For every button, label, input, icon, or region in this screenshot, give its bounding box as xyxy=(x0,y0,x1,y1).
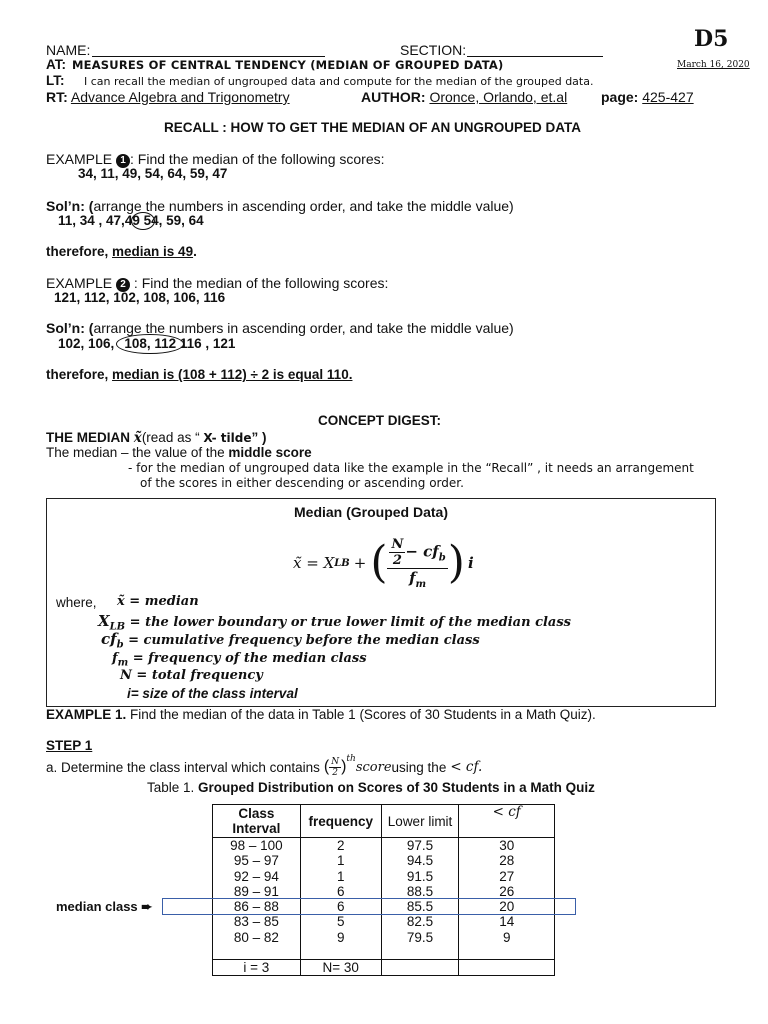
cell-cf: 27 xyxy=(459,869,555,884)
page-text: 425-427 xyxy=(642,89,694,105)
conclusion-2-answer: median is (108 + 112) ÷ 2 is equal 110. xyxy=(112,367,353,382)
cell-class-interval: 98 – 100 xyxy=(213,838,301,854)
sorted-1-middle: 49 xyxy=(124,213,140,228)
cell-cf: 28 xyxy=(459,853,555,868)
table-caption-title: Grouped Distribution on Scores of 30 Students in a Math Quiz xyxy=(198,780,595,795)
table-header-row xyxy=(213,805,555,838)
def-median xyxy=(117,594,199,609)
grouped-distribution-table xyxy=(212,804,555,976)
formula-plus: + xyxy=(353,554,367,572)
rt-text: Advance Algebra and Trigonometry xyxy=(70,89,290,105)
name-blank-line[interactable] xyxy=(92,56,325,57)
cell-lower-limit: 79.5 xyxy=(381,930,459,945)
cell-class-interval: 80 – 82 xyxy=(213,930,301,945)
def-fm-text: = frequency of the median class xyxy=(128,651,367,666)
middle-values-ellipse xyxy=(116,334,184,354)
def-median-text: = median xyxy=(124,594,199,609)
cell-class-interval: 86 – 88 xyxy=(213,899,301,914)
cell-lower-limit: 97.5 xyxy=(381,838,459,854)
sorted-2-right: 116 , 121 xyxy=(176,336,236,351)
table-caption-prefix: Table 1. xyxy=(147,780,199,795)
median-class-highlight xyxy=(162,898,576,915)
cell-cf: 9 xyxy=(459,930,555,945)
cell-frequency: 1 xyxy=(300,853,381,868)
x-tilde-symbol: x̃ xyxy=(133,430,142,446)
formula-numerator xyxy=(387,537,447,569)
cell-frequency: 1 xyxy=(300,869,381,884)
footer-empty-1 xyxy=(381,960,459,976)
cell-lower-limit: 91.5 xyxy=(381,869,459,884)
formula-lhs-subscript: LB xyxy=(334,557,350,569)
left-paren: ( xyxy=(370,537,388,588)
example-grouped-label: EXAMPLE 1. xyxy=(46,707,127,722)
at-label: AT: xyxy=(46,57,66,72)
step-1a-instruction xyxy=(46,752,482,782)
cell-class-interval: 92 – 94 xyxy=(213,869,301,884)
median-read-close: ” ) xyxy=(251,430,267,445)
section-blank-line[interactable] xyxy=(467,56,603,57)
sorted-2-middle: 108, 112 xyxy=(124,336,177,351)
cell-lower-limit: 82.5 xyxy=(381,914,459,929)
n-over-2-small-top: N xyxy=(331,756,340,767)
header-class-interval: Class Interval xyxy=(213,805,301,838)
th-superscript: th xyxy=(346,754,356,764)
median-class-label: median class ➨ xyxy=(56,899,153,914)
formula-denominator xyxy=(387,569,447,590)
footer-total-frequency: N= 30 xyxy=(300,960,381,976)
recall-title: RECALL : HOW TO GET THE MEDIAN OF AN UNGROUPED DATA xyxy=(164,120,581,135)
n-over-2-top: N xyxy=(391,536,404,552)
sorted-1-left: 11, 34 , 47, xyxy=(58,213,125,228)
author-line xyxy=(361,89,567,105)
cf-subscript: b xyxy=(438,552,446,563)
header-frequency: frequency xyxy=(300,805,381,838)
table-row xyxy=(213,914,555,929)
paren-open: ( xyxy=(323,758,330,775)
cell-class-interval: 89 – 91 xyxy=(213,884,301,899)
example-1-prefix: EXAMPLE xyxy=(46,151,113,167)
table-row xyxy=(213,869,555,884)
sorted-2-left: 102, 106, xyxy=(58,336,115,351)
less-than-cf: < cf. xyxy=(450,759,483,775)
def-cumulative-frequency xyxy=(101,630,480,651)
def-n-symbol: N xyxy=(120,668,132,683)
right-paren: ) xyxy=(447,537,465,588)
cell-frequency: 9 xyxy=(300,930,381,945)
cell-cf: 14 xyxy=(459,914,555,929)
cell-cf: 30 xyxy=(459,838,555,854)
table-row xyxy=(213,853,555,868)
cell-frequency: 2 xyxy=(300,838,381,854)
footer-empty-2 xyxy=(459,960,555,976)
author-label: AUTHOR: xyxy=(361,89,426,105)
document-code: D5 xyxy=(694,26,729,52)
solution-2-label: Sol’n: ( xyxy=(46,320,94,336)
paren-close: ) xyxy=(341,758,347,775)
cell-class-interval: 83 – 85 xyxy=(213,914,301,929)
document-date: March 16, 2020 xyxy=(677,60,750,70)
step-1-heading: STEP 1 xyxy=(46,738,93,753)
n-over-2-bottom: 2 xyxy=(392,552,402,568)
median-definition-text: The median – the value of the xyxy=(46,445,229,460)
score-word: score xyxy=(355,759,392,775)
cell-lower-limit: 85.5 xyxy=(381,899,459,914)
lt-text: I can recall the median of ungrouped data and compute for the median of the grouped data. xyxy=(84,75,594,88)
def-fm-subscript: m xyxy=(117,657,129,669)
def-class-interval: i= size of the class interval xyxy=(127,686,298,701)
example-2-scores: 121, 112, 102, 108, 106, 116 xyxy=(54,290,226,305)
conclusion-1-period: . xyxy=(193,244,197,259)
cell-cf: 26 xyxy=(459,884,555,899)
section-label: SECTION: xyxy=(400,42,467,58)
def-median-class-frequency xyxy=(112,651,367,669)
cell-class-interval: 95 – 97 xyxy=(213,853,301,868)
middle-value-circle xyxy=(131,212,155,230)
solution-2-line xyxy=(46,320,514,336)
page-label: page: xyxy=(601,89,639,105)
example-2-conclusion xyxy=(46,367,352,382)
example-1-number-badge: 1 xyxy=(116,154,130,168)
def-cfb-symbol: cf xyxy=(101,630,117,648)
cell-lower-limit: 94.5 xyxy=(381,853,459,868)
step-1a-using: using the xyxy=(391,759,447,775)
example-1-conclusion xyxy=(46,244,197,259)
rt-label: RT: xyxy=(46,89,68,105)
cell-frequency: 6 xyxy=(300,899,381,914)
example-1-text: : Find the median of the following scores: xyxy=(130,151,385,167)
table-footer-row xyxy=(213,960,555,976)
n-over-2-small xyxy=(329,757,341,778)
def-cfb-text: = cumulative frequency before the median class xyxy=(123,633,480,648)
fm-subscript: m xyxy=(415,578,427,590)
median-formula xyxy=(293,532,474,594)
table-row xyxy=(213,884,555,899)
example-grouped-text: Find the median of the data in Table 1 (Scores of 30 Students in a Math Quiz). xyxy=(126,707,596,722)
minus-cf: − cf xyxy=(405,542,439,560)
median-definition xyxy=(46,445,312,460)
lt-label: LT: xyxy=(46,73,65,88)
def-n-text: = total frequency xyxy=(131,668,263,683)
example-1-scores: 34, 11, 49, 54, 64, 59, 47 xyxy=(78,166,228,181)
def-total-frequency xyxy=(120,668,263,683)
solution-1-line xyxy=(46,198,514,214)
ungrouped-note-line-1: - for the median of ungrouped data like the example in the “Recall” , it needs an arrangement xyxy=(128,461,694,475)
where-label: where, xyxy=(56,595,97,610)
page-line xyxy=(601,89,694,105)
fm-symbol: f xyxy=(409,568,416,587)
cell-frequency: 5 xyxy=(300,914,381,929)
at-text: MEASURES OF CENTRAL TENDENCY (MEDIAN OF GROUPED DATA) xyxy=(72,58,504,72)
example-2-text: : Find the median of the following scores: xyxy=(130,275,389,291)
table-gap-row xyxy=(213,945,555,960)
table-row xyxy=(213,838,555,854)
formula-fraction xyxy=(387,537,447,590)
def-fm-symbol: f xyxy=(112,651,118,666)
median-read-name: X- tilde xyxy=(203,431,252,445)
def-xlb-text: = the lower boundary or true lower limit of the median class xyxy=(125,615,571,630)
example-2-number-badge: 2 xyxy=(116,278,130,292)
def-median-symbol: x̃ xyxy=(117,594,125,609)
author-text: Oronce, Orlando, et.al xyxy=(429,89,568,105)
ungrouped-note-line-2: of the scores in either descending or ascending order. xyxy=(140,476,464,490)
conclusion-2-prefix: therefore, xyxy=(46,367,113,382)
median-read-as: (read as “ xyxy=(141,430,204,445)
step-1a-text: a. Determine the class interval which contains xyxy=(46,759,320,775)
median-definition-term: middle score xyxy=(228,445,312,460)
solution-1-label: Sol’n: ( xyxy=(46,198,94,214)
example-2-prefix: EXAMPLE xyxy=(46,275,113,291)
formula-interval-i: i xyxy=(467,554,474,572)
n-over-2-small-bottom: 2 xyxy=(332,767,339,778)
formula-lhs: x̃ = X xyxy=(293,554,335,572)
solution-1-text: arrange the numbers in ascending order, and take the middle value) xyxy=(93,198,514,214)
conclusion-1-answer: median is 49 xyxy=(112,244,194,259)
def-cfb-subscript: b xyxy=(116,639,124,651)
n-over-2 xyxy=(389,537,405,568)
cell-cf: 20 xyxy=(459,899,555,914)
conclusion-1-prefix: therefore, xyxy=(46,244,113,259)
median-heading-text: THE MEDIAN xyxy=(46,430,134,445)
cell-lower-limit: 88.5 xyxy=(381,884,459,899)
table-row xyxy=(213,930,555,945)
solution-2-text: arrange the numbers in ascending order, and take the middle value) xyxy=(93,320,514,336)
sorted-1-right: 54, 59, 64 xyxy=(139,213,204,228)
median-heading xyxy=(46,430,266,446)
example-grouped-prompt xyxy=(46,707,596,722)
formula-box-title: Median (Grouped Data) xyxy=(294,504,449,520)
header-lower-limit: Lower limit xyxy=(381,805,459,838)
footer-interval-size: i = 3 xyxy=(213,960,301,976)
cell-frequency: 6 xyxy=(300,884,381,899)
table-caption xyxy=(147,780,595,795)
name-label: NAME: xyxy=(46,42,91,58)
header-cumulative-frequency: < cf xyxy=(459,805,555,838)
def-xlb-symbol: X xyxy=(98,612,110,630)
def-xlb-subscript: LB xyxy=(109,621,126,633)
rt-line xyxy=(46,89,290,105)
concept-title: CONCEPT DIGEST: xyxy=(318,413,442,428)
